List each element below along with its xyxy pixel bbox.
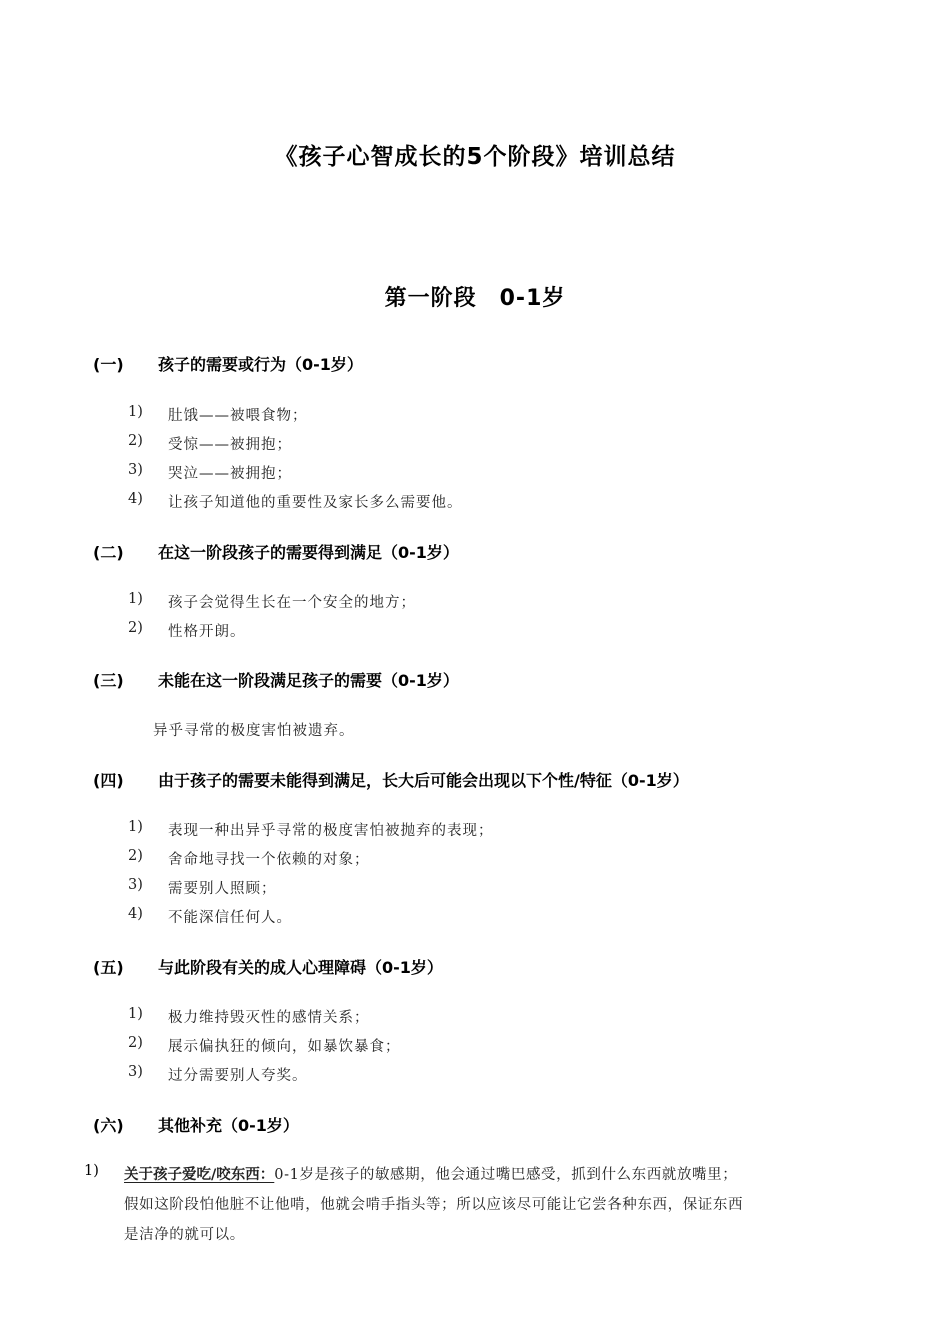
list-item-number: 3) xyxy=(128,462,143,478)
section-number: (四) xyxy=(93,771,124,790)
list-item: 过分需要别人夸奖。 xyxy=(168,1068,308,1084)
section-heading: 孩子的需要或行为（0-1岁） xyxy=(158,355,363,374)
list-item-number: 1) xyxy=(128,819,143,835)
paragraph-text: 0-1岁是孩子的敏感期，他会通过嘴巴感受，抓到什么东西就放嘴里； xyxy=(274,1167,738,1183)
list-item-number: 1) xyxy=(128,404,143,420)
section-heading: 未能在这一阶段满足孩子的需要（0-1岁） xyxy=(158,671,459,690)
paragraph-line: 是洁净的就可以。 xyxy=(124,1227,245,1243)
list-item-number: 3) xyxy=(128,877,143,893)
list-item: 展示偏执狂的倾向，如暴饮暴食； xyxy=(168,1039,401,1055)
list-item: 肚饿——被喂食物； xyxy=(168,408,308,424)
section-heading: 与此阶段有关的成人心理障碍（0-1岁） xyxy=(158,958,443,977)
list-item: 受惊——被拥抱； xyxy=(168,437,292,453)
section-number: (二) xyxy=(93,543,124,562)
list-item-number: 2) xyxy=(128,620,143,636)
list-item: 哭泣——被拥抱； xyxy=(168,466,292,482)
list-item: 让孩子知道他的重要性及家长多么需要他。 xyxy=(168,495,463,511)
list-item: 需要别人照顾； xyxy=(168,881,277,897)
section-note: 异乎寻常的极度害怕被遗弃。 xyxy=(153,723,355,739)
paragraph-line xyxy=(124,1163,737,1184)
section-heading: 在这一阶段孩子的需要得到满足（0-1岁） xyxy=(158,543,459,562)
list-item: 表现一种出异乎寻常的极度害怕被抛弃的表现； xyxy=(168,823,494,839)
list-item: 舍命地寻找一个依赖的对象； xyxy=(168,852,370,868)
section-heading: 由于孩子的需要未能得到满足，长大后可能会出现以下个性/特征（0-1岁） xyxy=(158,771,689,790)
section-heading: 其他补充（0-1岁） xyxy=(158,1116,299,1135)
list-item-number: 3) xyxy=(128,1064,143,1080)
list-item-number: 2) xyxy=(128,848,143,864)
list-item-number: 1) xyxy=(128,1006,143,1022)
stage-title: 第一阶段 0-1岁 xyxy=(384,286,566,311)
list-item-number: 2) xyxy=(128,1035,143,1051)
list-item-number: 4) xyxy=(128,491,143,507)
section-number: (一) xyxy=(93,355,124,374)
paragraph-number: 1) xyxy=(84,1163,99,1179)
section-number: (三) xyxy=(93,671,124,690)
paragraph-line: 假如这阶段怕他脏不让他啃，他就会啃手指头等；所以应该尽可能让它尝各种东西，保证东西 xyxy=(124,1197,744,1213)
list-item: 极力维持毁灭性的感情关系； xyxy=(168,1010,370,1026)
paragraph-lead: 关于孩子爱吃/咬东西： xyxy=(124,1167,275,1183)
list-item: 不能深信任何人。 xyxy=(168,910,292,926)
list-item-number: 4) xyxy=(128,906,143,922)
section-number: (五) xyxy=(93,958,124,977)
document-title: 《孩子心智成长的5个阶段》培训总结 xyxy=(274,144,676,170)
list-item: 性格开朗。 xyxy=(168,624,246,640)
list-item-number: 2) xyxy=(128,433,143,449)
list-item: 孩子会觉得生长在一个安全的地方； xyxy=(168,595,416,611)
section-number: (六) xyxy=(93,1116,124,1135)
list-item-number: 1) xyxy=(128,591,143,607)
